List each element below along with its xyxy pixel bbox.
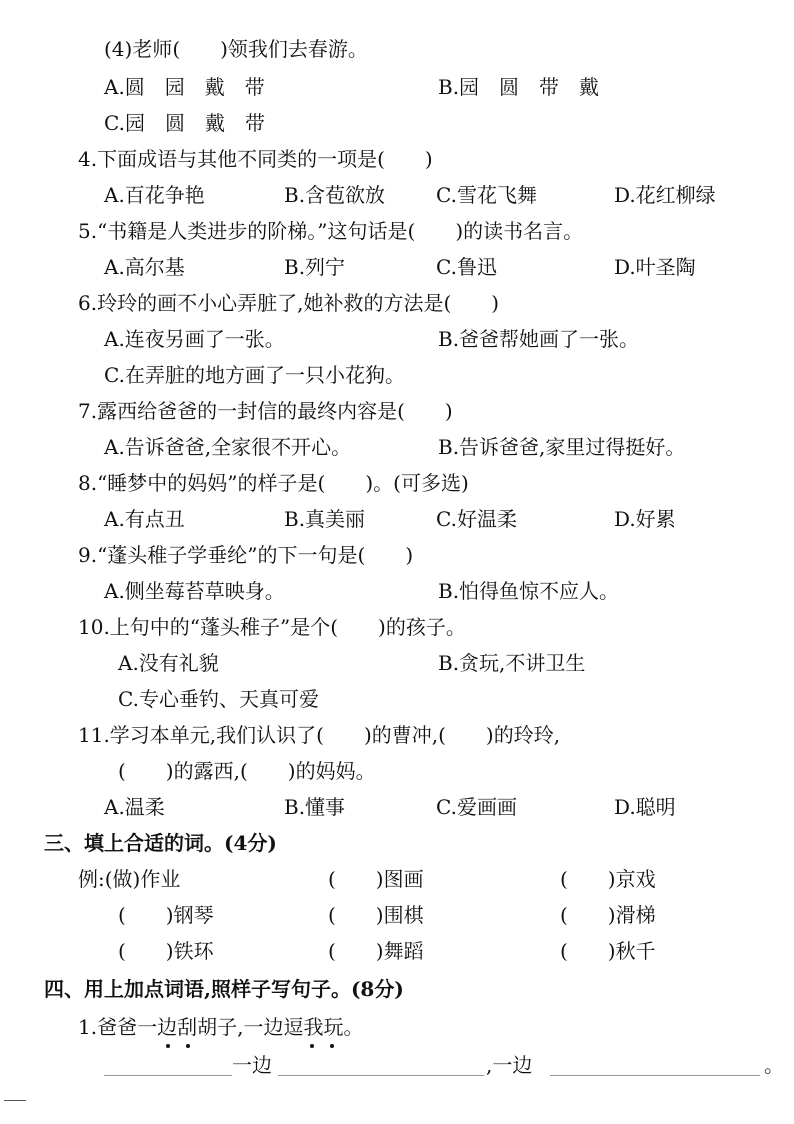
emphasis-dot	[310, 1044, 314, 1048]
fill-cell: ( )围棋	[328, 903, 424, 927]
fill-cell: 例:(做)作业	[78, 867, 181, 891]
option-b: B.真美丽	[284, 507, 366, 531]
option-a: A.侧坐莓苔草映身。	[104, 579, 285, 603]
emphasis-dot	[330, 1044, 334, 1048]
question-stem: (4)老师( )领我们去春游。	[104, 37, 368, 61]
fill-cell: ( )钢琴	[118, 903, 214, 927]
option-c: C.雪花飞舞	[436, 183, 537, 207]
option-d: D.花红柳绿	[614, 183, 716, 207]
option-b: B.含苞欲放	[284, 183, 386, 207]
question-stem-2: ( )的露西,( )的妈妈。	[118, 759, 376, 783]
option-b: B.怕得鱼惊不应人。	[438, 579, 620, 603]
option-b: B.告诉爸爸,家里过得挺好。	[438, 435, 686, 459]
option-b: B.爸爸帮她画了一张。	[438, 327, 640, 351]
option-a: A.温柔	[104, 795, 165, 819]
option-b: B.贪玩,不讲卫生	[438, 651, 586, 675]
option-b: B.懂事	[284, 795, 346, 819]
answer-blank-3[interactable]	[550, 1075, 760, 1076]
fill-cell: ( )图画	[328, 867, 424, 891]
section-title: 四、用上加点词语,照样子写句子。(8分)	[44, 977, 404, 1001]
question-stem: 11.学习本单元,我们认识了( )的曹冲,( )的玲玲,	[78, 723, 561, 747]
fill-cell: ( )舞蹈	[328, 939, 424, 963]
question-stem: 8.“睡梦中的妈妈”的样子是( )。(可多选)	[78, 471, 469, 495]
question-stem: 6.玲玲的画不小心弄脏了,她补救的方法是( )	[78, 291, 500, 315]
example-text: 1.爸爸一边刮胡子,一边逗我玩。	[78, 1015, 364, 1039]
option-a: A.圆 园 戴 带	[104, 75, 265, 99]
option-a: A.百花争艳	[104, 183, 205, 207]
connector-word: 一边	[232, 1053, 272, 1077]
option-c: C.好温柔	[436, 507, 517, 531]
option-a: A.有点丑	[104, 507, 185, 531]
option-a: A.连夜另画了一张。	[104, 327, 285, 351]
question-stem: 5.“书籍是人类进步的阶梯。”这句话是( )的读书名言。	[78, 219, 584, 243]
answer-blank-1[interactable]	[104, 1075, 232, 1076]
page-edge-mark	[4, 1100, 26, 1101]
option-c: C.园 圆 戴 带	[104, 111, 265, 135]
question-stem: 10.上句中的“蓬头稚子”是个( )的孩子。	[78, 615, 466, 639]
question-stem: 7.露西给爸爸的一封信的最终内容是( )	[78, 399, 453, 423]
option-d: D.叶圣陶	[614, 255, 696, 279]
fill-cell: ( )铁环	[118, 939, 214, 963]
answer-blank-2[interactable]	[278, 1075, 484, 1076]
question-stem: 4.下面成语与其他不同类的一项是( )	[78, 147, 433, 171]
fill-cell: ( )秋千	[560, 939, 656, 963]
option-c: C.专心垂钓、天真可爱	[118, 687, 319, 711]
section-title: 三、填上合适的词。(4分)	[44, 831, 277, 855]
fill-cell: ( )京戏	[560, 867, 656, 891]
option-c: C.爱画画	[436, 795, 517, 819]
option-a: A.没有礼貌	[118, 651, 219, 675]
connector-word: ,一边	[486, 1053, 533, 1077]
emphasis-dot	[186, 1044, 190, 1048]
emphasis-dot	[166, 1044, 170, 1048]
question-stem: 9.“蓬头稚子学垂纶”的下一句是( )	[78, 543, 414, 567]
option-c: C.鲁迅	[436, 255, 497, 279]
option-c: C.在弄脏的地方画了一只小花狗。	[104, 363, 405, 387]
option-a: A.高尔基	[104, 255, 185, 279]
period-mark: 。	[764, 1053, 784, 1077]
option-d: D.好累	[614, 507, 676, 531]
option-a: A.告诉爸爸,全家很不开心。	[104, 435, 352, 459]
option-b: B.园 圆 带 戴	[438, 75, 600, 99]
option-d: D.聪明	[614, 795, 676, 819]
option-b: B.列宁	[284, 255, 346, 279]
fill-cell: ( )滑梯	[560, 903, 656, 927]
